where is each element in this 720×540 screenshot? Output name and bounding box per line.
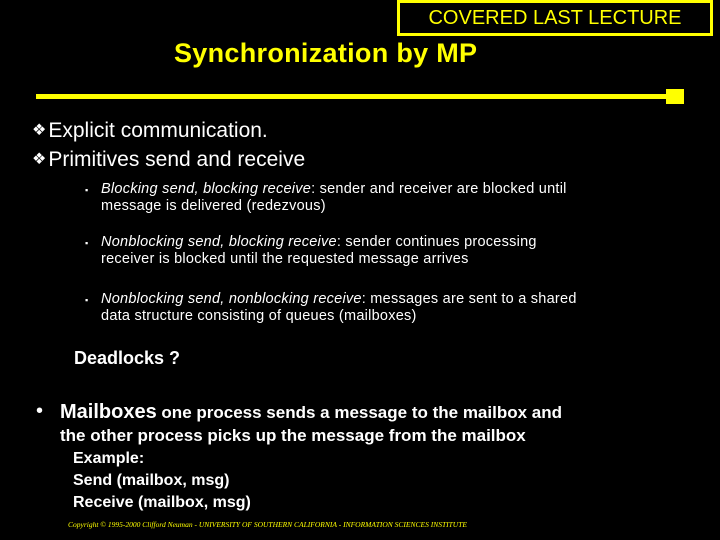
- sub-bullet-line2: receiver is blocked until the requested message arrives: [101, 251, 469, 267]
- main-bullet-text: Explicit communication.: [48, 119, 268, 142]
- main-bullet-primitives: [32, 148, 305, 172]
- mailboxes-description: one process sends a message to the mailbox and: [156, 403, 563, 422]
- main-bullet-explicit-communication: [32, 119, 268, 143]
- covered-last-lecture-badge: COVERED LAST LECTURE: [397, 0, 713, 36]
- sub-bullet-line2: data structure consisting of queues (mailboxes): [101, 308, 417, 324]
- square-bullet-icon: ▪: [85, 295, 89, 305]
- deadlocks-question: Deadlocks ?: [74, 348, 181, 368]
- sub-bullet-nonblocking-send: [101, 234, 701, 268]
- title-underline-endcap: [666, 89, 684, 104]
- slide-title: Synchronization by MP: [174, 38, 478, 68]
- mailboxes-heading: Mailboxes: [60, 401, 157, 423]
- example-send: Send (mailbox, msg): [73, 472, 230, 489]
- bullet-icon: •: [36, 400, 44, 422]
- diamond-bullet-icon: ❖: [32, 151, 47, 168]
- main-bullet-text: Primitives send and receive: [48, 148, 306, 171]
- sub-bullet-nonblocking-both: [101, 291, 701, 325]
- sub-bullet-line1: : sender continues processing: [336, 234, 537, 250]
- sub-bullet-line2: message is delivered (redezvous): [101, 198, 326, 214]
- sub-bullet-emphasis: Nonblocking send, nonblocking receive: [101, 291, 362, 307]
- copyright-footer: Copyright © 1995-2000 Clifford Neuman - UNIVERSITY OF SOUTHERN CALIFORNIA - INFORMATION SCIENCES INSTITUTE: [68, 520, 467, 529]
- square-bullet-icon: ▪: [85, 185, 89, 195]
- square-bullet-icon: ▪: [85, 238, 89, 248]
- example-receive: Receive (mailbox, msg): [73, 494, 251, 511]
- example-label: Example:: [73, 450, 145, 467]
- sub-bullet-line1: : sender and receiver are blocked until: [311, 181, 567, 197]
- sub-bullet-blocking: [101, 181, 701, 215]
- mailboxes-line1: [60, 401, 562, 424]
- mailboxes-line2: the other process picks up the message from the mailbox: [60, 426, 526, 445]
- sub-bullet-line1: : messages are sent to a shared: [361, 291, 577, 307]
- sub-bullet-emphasis: Nonblocking send, blocking receive: [101, 234, 337, 250]
- sub-bullet-emphasis: Blocking send, blocking receive: [101, 181, 312, 197]
- title-underline: [36, 94, 676, 99]
- diamond-bullet-icon: ❖: [32, 122, 47, 139]
